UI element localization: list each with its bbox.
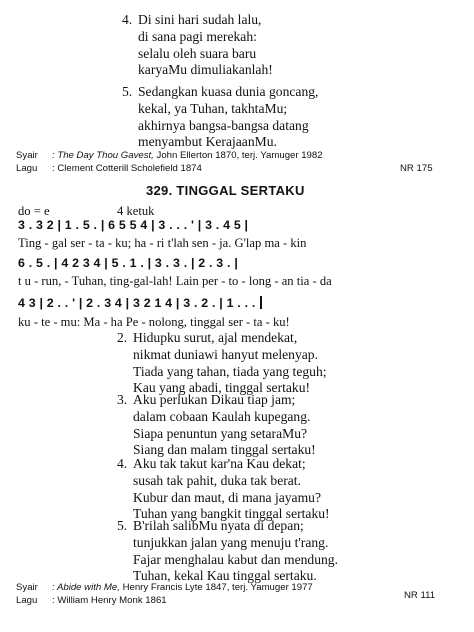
- verse-number: 5.: [117, 518, 128, 533]
- verse-line: karyaMu dimuliakanlah!: [138, 62, 273, 78]
- prev-verse-4: [122, 12, 273, 79]
- hymn-verse-3: [117, 392, 316, 459]
- verse-line: Fajar menghalau kabut dan mendung.: [133, 551, 338, 567]
- meter: 4 ketuk: [117, 204, 155, 218]
- hymn-verse-5: [117, 518, 338, 585]
- credit-text: John Ellerton 1870, terj. Yamuger 1982: [153, 150, 323, 161]
- verse-line: susah tak pahit, duka tak berat.: [133, 472, 301, 488]
- prev-verse-5: [122, 84, 318, 151]
- solfa-notes-line-3: [18, 296, 262, 310]
- lyric-line-3: ku - te - mu: Ma - ha Pe - nolong, tinggal ser - ta - ku!: [18, 315, 290, 329]
- hymn-verse-4: [117, 456, 330, 523]
- verse-line: B'rilah salibMu nyata di depan;: [133, 518, 304, 533]
- credit-title: : The Day Thou Gavest,: [52, 150, 154, 161]
- credit-label: Lagu: [16, 595, 38, 606]
- verse-line: dalam cobaan Kaulah kupegang.: [133, 408, 311, 424]
- verse-line: Sedangkan kuasa dunia goncang,: [138, 84, 319, 99]
- verse-line: Tuhan, kekal Kau tinggal sertaku.: [133, 568, 317, 584]
- hymn-credit-syair: [16, 582, 313, 594]
- verse-line: Kau yang abadi, tinggal sertaku!: [133, 380, 311, 396]
- lyric-line-1: Ting - gal ser - ta - ku; ha - ri t'lah sen - ja. G'lap ma - kin: [18, 236, 307, 250]
- credit-label: Lagu: [16, 163, 38, 174]
- credit-text: Henry Francis Lyte 1847, terj. Yamuger 1977: [119, 582, 313, 593]
- verse-number: 4.: [117, 456, 128, 471]
- verse-number: 2.: [117, 330, 128, 345]
- prev-nr-number: NR 175: [400, 163, 433, 174]
- solfa-notes-text: 4 3 | 2 . . ' | 2 . 3 4 | 3 2 1 4 | 3 . 2 . | 1 . . .: [18, 296, 256, 310]
- verse-number: 5.: [122, 84, 133, 99]
- credit-text: : William Henry Monk 1861: [52, 595, 167, 606]
- solfa-notes-line-1: 3 . 3 2 | 1 . 5 . | 6 5 5 4 | 3 . . . ' | 3 . 4 5 |: [18, 218, 249, 232]
- solfa-notes-line-2: 6 . 5 . | 4 2 3 4 | 5 . 1 . | 3 . 3 . | 2 . 3 . |: [18, 256, 238, 270]
- credit-label: Syair: [16, 582, 38, 593]
- key-signature: do = e: [18, 204, 50, 218]
- verse-line: Tiada yang tahan, tiada yang teguh;: [133, 363, 327, 379]
- verse-line: Di sini hari sudah lalu,: [138, 12, 262, 27]
- verse-line: menyambut KerajaanMu.: [138, 134, 277, 150]
- verse-line: kekal, ya Tuhan, takhtaMu;: [138, 100, 288, 116]
- prev-credit-lagu: [16, 163, 202, 175]
- hymn-credit-lagu: [16, 595, 167, 607]
- verse-line: Kubur dan maut, di mana jayamu?: [133, 489, 321, 505]
- verse-line: Tuhan yang bangkit tinggal sertaku!: [133, 506, 330, 522]
- verse-line: selalu oleh suara baru: [138, 45, 257, 61]
- final-barline: [260, 296, 262, 309]
- prev-credit-syair: [16, 150, 323, 162]
- credit-text: : Clement Cotterill Scholefield 1874: [52, 163, 202, 174]
- hymn-verse-2: [117, 330, 327, 397]
- verse-line: Siapa penuntun yang setaraMu?: [133, 425, 308, 441]
- verse-line: Siang dan malam tinggal sertaku!: [133, 442, 316, 458]
- verse-number: 4.: [122, 12, 133, 27]
- verse-line: akhirnya bangsa-bangsa datang: [138, 117, 309, 133]
- verse-line: Aku tak takut kar'na Kau dekat;: [133, 456, 306, 471]
- hymn-title: 329. TINGGAL SERTAKU: [146, 183, 305, 198]
- verse-line: di sana pagi merekah:: [138, 28, 257, 44]
- verse-line: Aku perlukan Dikau tiap jam;: [133, 392, 296, 407]
- verse-line: tunjukkan jalan yang menuju t'rang.: [133, 534, 329, 550]
- verse-line: Hidupku surut, ajal mendekat,: [133, 330, 298, 345]
- credit-label: Syair: [16, 150, 38, 161]
- credit-title: : Abide with Me,: [52, 582, 120, 593]
- verse-number: 3.: [117, 392, 128, 407]
- lyric-line-2: t u - run, - Tuhan, ting-gal-lah! Lain per - to - long - an tia - da: [18, 274, 332, 288]
- hymn-nr-number: NR 111: [404, 590, 436, 601]
- verse-line: nikmat duniawi hanyut melenyap.: [133, 346, 318, 362]
